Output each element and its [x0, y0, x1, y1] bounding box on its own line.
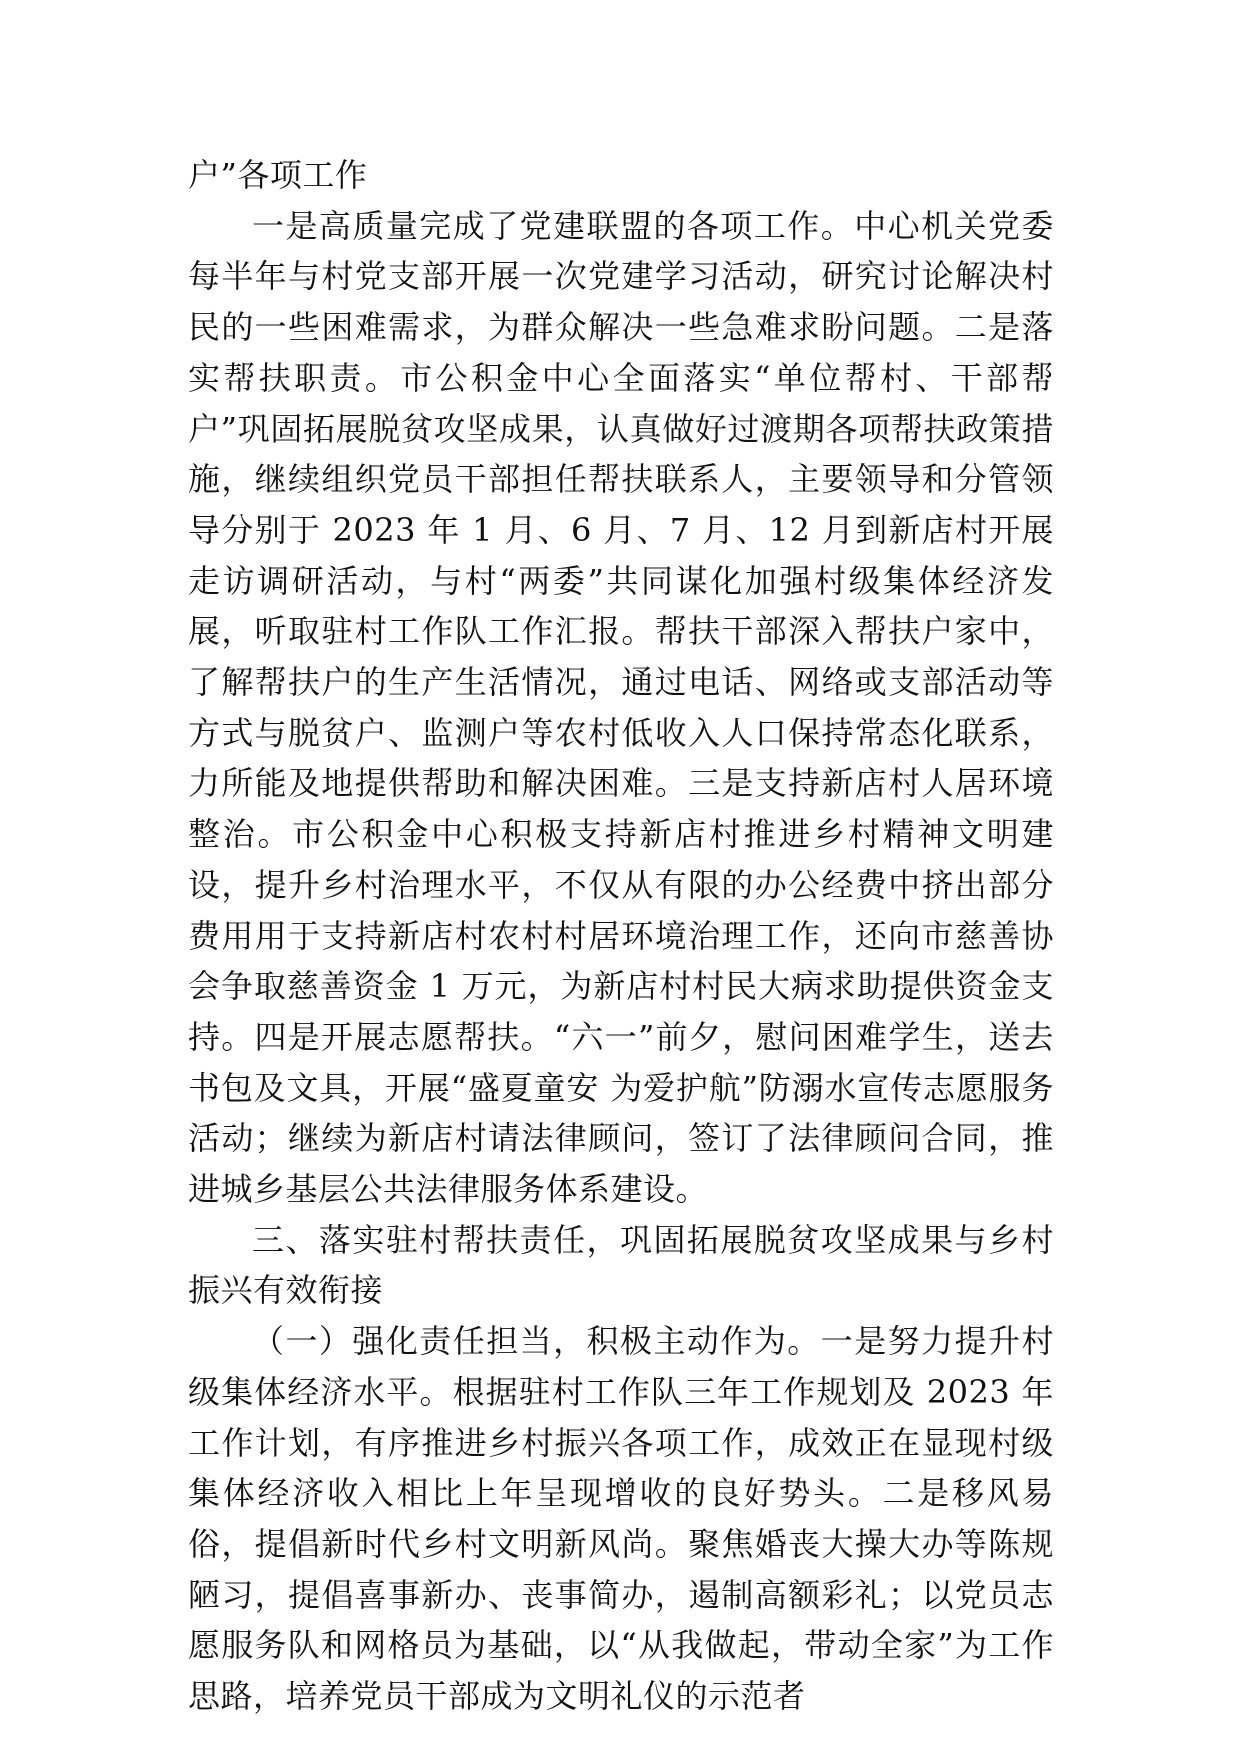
document-page — [188, 150, 1054, 1722]
paragraph-party-building: 一是高质量完成了党建联盟的各项工作。中心机关党委每半年与村党支部开展一次党建学习活动，研究讨论解决村民的一些困难需求，为群众解决一些急难求盼问题。二是落实帮扶职责。市公积金中心全面落实“单位帮村、干部帮户”巩固拓展脱贫攻坚成果，认真做好过渡期各项帮扶政策措施，继续组织党员干部担任帮扶联系人，主要领导和分管领导分别于 2023 年 1 月、6 月、7 月、12 月到新店村开展走访调研活动，与村“两委”共同谋化加强村级集体经济发展，听取驻村工作队工作汇报。帮扶干部深入帮扶户家中，了解帮扶户的生产生活情况，通过电话、网络或支部活动等方式与脱贫户、监测户等农村低收入人口保持常态化联系，力所能及地提供帮助和解决困难。三是支持新店村人居环境整治。市公积金中心积极支持新店村推进乡村精神文明建设，提升乡村治理水平，不仅从有限的办公经费中挤出部分费用用于支持新店村农村村居环境治理工作，还向市慈善协会争取慈善资金 1 万元，为新店村村民大病求助提供资金支持。四是开展志愿帮扶。“六一”前夕，慰问困难学生，送去书包及文具，开展“盛夏童安 为爱护航”防溺水宣传志愿服务活动；继续为新店村请法律顾问，签订了法律顾问合同，推进城乡基层公共法律服务体系建设。 — [188, 206, 1054, 1209]
paragraph-responsibility: （一）强化责任担当，积极主动作为。一是努力提升村级集体经济水平。根据驻村工作队三年工作规划及 2023 年工作计划，有序推进乡村振兴各项工作，成效正在显现村级集体经济收入相比上年呈现增收的良好势头。二是移风易俗，提倡新时代乡村文明新风尚。聚焦婚丧大操大办等陈规陋习，提倡喜事新办、丧事简办，遏制高额彩礼；以党员志愿服务队和网格员为基础，以“从我做起，带动全家”为工作思路，培养党员干部成为文明礼仪的示范者 — [188, 1322, 1054, 1716]
paragraph-continuation: 户”各项工作 — [188, 156, 368, 194]
section-heading: 三、落实驻村帮扶责任，巩固拓展脱贫攻坚成果与乡村振兴有效衔接 — [188, 1220, 1054, 1310]
